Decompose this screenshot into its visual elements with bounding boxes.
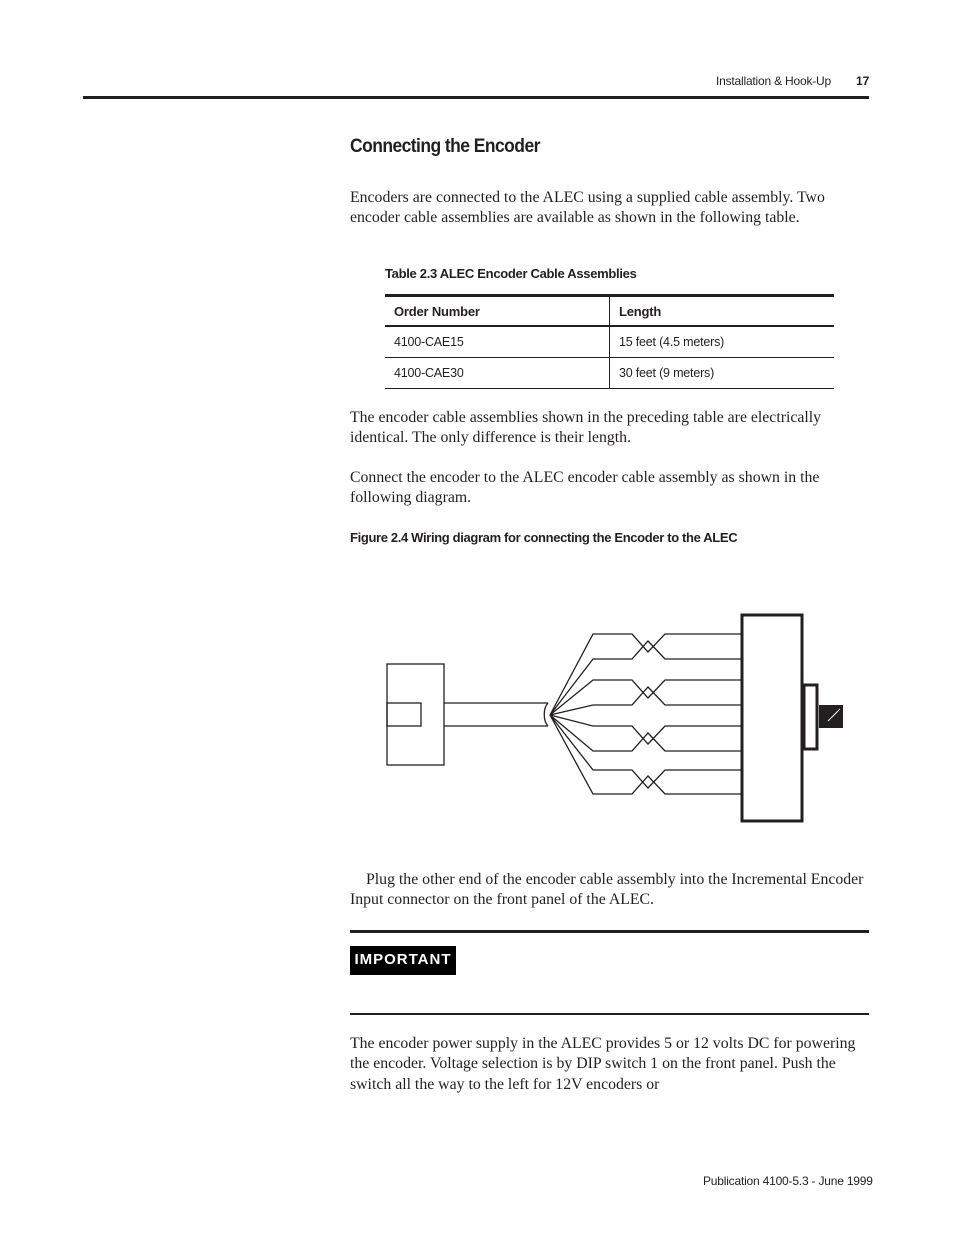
header-section-title: Installation & Hook-Up [716,74,831,88]
encoder-hub [804,685,817,749]
table-row [385,358,834,389]
running-header [0,74,954,94]
connect-paragraph: Connect the encoder to the ALEC encoder cable assembly as shown in the following diagram. [350,469,820,507]
header-rule [83,96,869,99]
cable-assemblies-table [385,294,834,389]
table-cell-length: 15 feet (4.5 meters) [610,326,835,358]
section-title: Connecting the Encoder [350,136,540,157]
plug-paragraph: Plug the other end of the encoder cable assembly into the Incremental Encoder Input connector on the front panel of the ALEC. [350,871,864,909]
important-label: IMPORTANT [350,946,456,975]
table-cell-length: 30 feet (9 meters) [610,358,835,389]
footer-publication: Publication 4100-5.3 - June 1999 [703,1174,873,1188]
table-cell-order-number: 4100-CAE30 [385,358,610,389]
cable-plug [387,664,444,765]
plug-key [387,703,421,726]
cable-end [544,703,548,726]
encoder-shaft [819,705,843,728]
figure-caption: Figure 2.4 Wiring diagram for connecting the Encoder to the ALEC [350,530,738,545]
wire-fan [550,634,742,794]
power-paragraph: The encoder power supply in the ALEC provides 5 or 12 volts DC for powering the encoder. Voltage selection is by DIP switch 1 on the front panel. Push the switch all the way to the left for 12V encoders or [350,1035,856,1093]
important-top-rule [350,930,869,933]
table-row [385,326,834,358]
intro-paragraph: Encoders are connected to the ALEC using a supplied cable assembly. Two encoder cable assemblies are available as shown in the following table. [350,189,825,227]
identical-paragraph: The encoder cable assemblies shown in the preceding table are electrically identical. The only difference is their length. [350,409,822,447]
wiring-diagram [380,605,850,830]
table-caption: Table 2.3 ALEC Encoder Cable Assemblies [385,266,637,281]
table-header-row [385,296,834,327]
column-header-length: Length [610,296,835,327]
encoder-body [742,615,802,821]
header-page-number: 17 [856,74,870,88]
column-header-order-number: Order Number [385,296,610,327]
table-cell-order-number: 4100-CAE15 [385,326,610,358]
important-bottom-rule [350,1013,869,1015]
